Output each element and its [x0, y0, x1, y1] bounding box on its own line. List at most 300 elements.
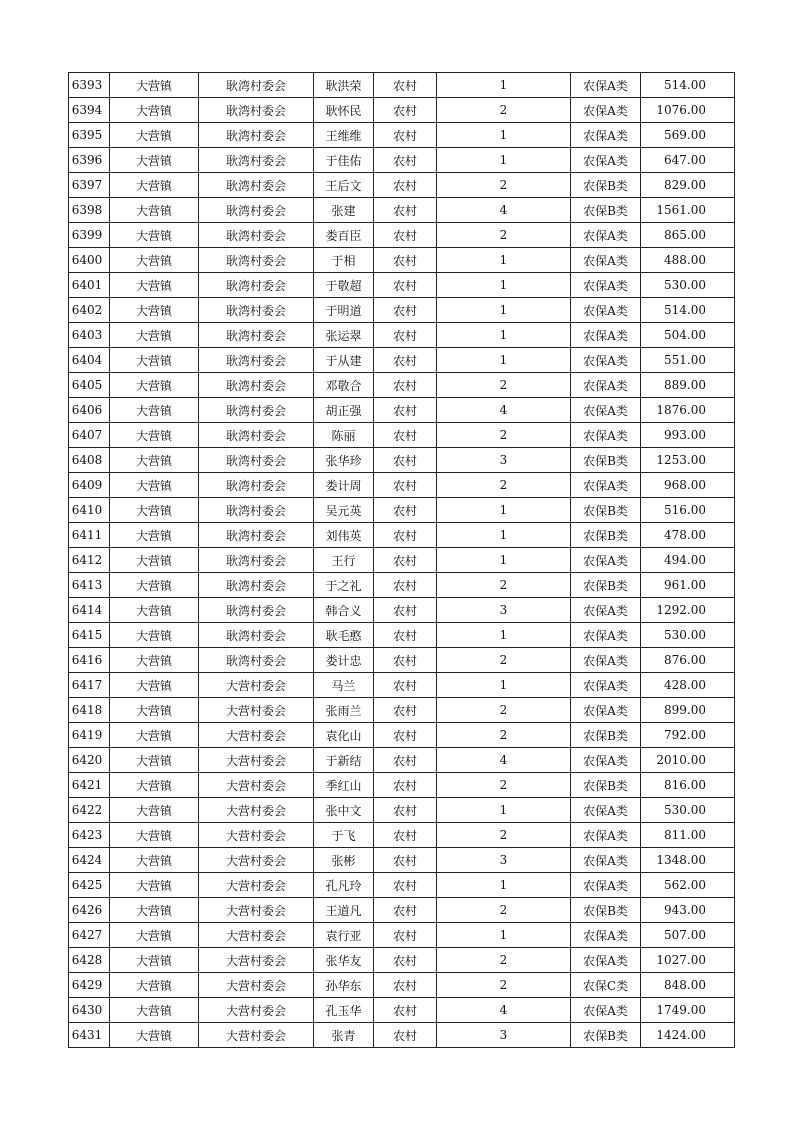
village-committee-cell: 耿湾村委会	[199, 448, 314, 473]
insurance-category-cell: 农保A类	[571, 248, 641, 273]
row-number-cell: 6407	[69, 423, 110, 448]
town-cell: 大营镇	[110, 698, 199, 723]
insurance-category-cell: 农保A类	[571, 798, 641, 823]
person-name-cell: 于之礼	[314, 573, 374, 598]
insurance-category-cell: 农保A类	[571, 98, 641, 123]
village-committee-cell: 耿湾村委会	[199, 223, 314, 248]
row-number-cell: 6416	[69, 648, 110, 673]
household-size-cell: 1	[437, 523, 571, 548]
village-committee-cell: 耿湾村委会	[199, 548, 314, 573]
person-name-cell: 于从建	[314, 348, 374, 373]
table-row	[69, 748, 735, 773]
town-cell: 大营镇	[110, 148, 199, 173]
person-name-cell: 于敬超	[314, 273, 374, 298]
person-name-cell: 于飞	[314, 823, 374, 848]
row-number-cell: 6429	[69, 973, 110, 998]
household-size-cell: 2	[437, 373, 571, 398]
table-row	[69, 198, 735, 223]
insurance-category-cell: 农保C类	[571, 973, 641, 998]
town-cell: 大营镇	[110, 598, 199, 623]
insurance-category-cell: 农保B类	[571, 773, 641, 798]
amount-cell: 514.00	[641, 298, 735, 323]
person-name-cell: 王后文	[314, 173, 374, 198]
town-cell: 大营镇	[110, 923, 199, 948]
row-number-cell: 6398	[69, 198, 110, 223]
row-number-cell: 6399	[69, 223, 110, 248]
row-number-cell: 6408	[69, 448, 110, 473]
town-cell: 大营镇	[110, 448, 199, 473]
insurance-category-cell: 农保A类	[571, 873, 641, 898]
insurance-category-cell: 农保B类	[571, 498, 641, 523]
village-committee-cell: 耿湾村委会	[199, 473, 314, 498]
person-name-cell: 张雨兰	[314, 698, 374, 723]
amount-cell: 1561.00	[641, 198, 735, 223]
household-type-cell: 农村	[374, 673, 437, 698]
town-cell: 大营镇	[110, 398, 199, 423]
insurance-category-cell: 农保A类	[571, 673, 641, 698]
village-committee-cell: 耿湾村委会	[199, 648, 314, 673]
row-number-cell: 6427	[69, 923, 110, 948]
row-number-cell: 6411	[69, 523, 110, 548]
household-size-cell: 1	[437, 123, 571, 148]
household-size-cell: 2	[437, 773, 571, 798]
row-number-cell: 6409	[69, 473, 110, 498]
row-number-cell: 6395	[69, 123, 110, 148]
household-size-cell: 1	[437, 798, 571, 823]
person-name-cell: 娄计周	[314, 473, 374, 498]
table-row	[69, 248, 735, 273]
person-name-cell: 于佳佑	[314, 148, 374, 173]
town-cell: 大营镇	[110, 973, 199, 998]
household-type-cell: 农村	[374, 898, 437, 923]
amount-cell: 1749.00	[641, 998, 735, 1023]
person-name-cell: 张华友	[314, 948, 374, 973]
amount-cell: 876.00	[641, 648, 735, 673]
village-committee-cell: 大营村委会	[199, 923, 314, 948]
person-name-cell: 韩合义	[314, 598, 374, 623]
household-type-cell: 农村	[374, 73, 437, 98]
town-cell: 大营镇	[110, 798, 199, 823]
household-type-cell: 农村	[374, 123, 437, 148]
household-size-cell: 2	[437, 898, 571, 923]
row-number-cell: 6420	[69, 748, 110, 773]
amount-cell: 1027.00	[641, 948, 735, 973]
person-name-cell: 于明道	[314, 298, 374, 323]
town-cell: 大营镇	[110, 373, 199, 398]
row-number-cell: 6413	[69, 573, 110, 598]
person-name-cell: 王行	[314, 548, 374, 573]
town-cell: 大营镇	[110, 1023, 199, 1048]
household-type-cell: 农村	[374, 398, 437, 423]
household-size-cell: 2	[437, 948, 571, 973]
table-row	[69, 598, 735, 623]
town-cell: 大营镇	[110, 323, 199, 348]
insurance-category-cell: 农保A类	[571, 923, 641, 948]
amount-cell: 562.00	[641, 873, 735, 898]
table-row	[69, 723, 735, 748]
village-committee-cell: 大营村委会	[199, 948, 314, 973]
table-row	[69, 873, 735, 898]
table-row	[69, 123, 735, 148]
household-size-cell: 3	[437, 1023, 571, 1048]
insurance-category-cell: 农保B类	[571, 898, 641, 923]
household-type-cell: 农村	[374, 923, 437, 948]
household-size-cell: 4	[437, 198, 571, 223]
household-type-cell: 农村	[374, 1023, 437, 1048]
amount-cell: 507.00	[641, 923, 735, 948]
household-type-cell: 农村	[374, 798, 437, 823]
row-number-cell: 6425	[69, 873, 110, 898]
town-cell: 大营镇	[110, 873, 199, 898]
village-committee-cell: 大营村委会	[199, 798, 314, 823]
table-row	[69, 273, 735, 298]
town-cell: 大营镇	[110, 498, 199, 523]
person-name-cell: 娄百臣	[314, 223, 374, 248]
village-committee-cell: 耿湾村委会	[199, 373, 314, 398]
household-size-cell: 1	[437, 498, 571, 523]
village-committee-cell: 耿湾村委会	[199, 123, 314, 148]
row-number-cell: 6426	[69, 898, 110, 923]
insurance-category-cell: 农保A类	[571, 73, 641, 98]
insurance-category-cell: 农保A类	[571, 123, 641, 148]
household-size-cell: 4	[437, 398, 571, 423]
insurance-category-cell: 农保B类	[571, 448, 641, 473]
table-row	[69, 448, 735, 473]
insurance-category-cell: 农保A类	[571, 548, 641, 573]
amount-cell: 899.00	[641, 698, 735, 723]
household-type-cell: 农村	[374, 148, 437, 173]
assistance-roster-table	[68, 72, 735, 1048]
table-row	[69, 223, 735, 248]
person-name-cell: 张彬	[314, 848, 374, 873]
amount-cell: 993.00	[641, 423, 735, 448]
person-name-cell: 孙华东	[314, 973, 374, 998]
town-cell: 大营镇	[110, 623, 199, 648]
household-size-cell: 3	[437, 448, 571, 473]
town-cell: 大营镇	[110, 548, 199, 573]
town-cell: 大营镇	[110, 948, 199, 973]
table-row	[69, 323, 735, 348]
table-row	[69, 298, 735, 323]
insurance-category-cell: 农保A类	[571, 948, 641, 973]
household-size-cell: 4	[437, 998, 571, 1023]
table-row	[69, 973, 735, 998]
household-type-cell: 农村	[374, 773, 437, 798]
table-row	[69, 173, 735, 198]
table-row	[69, 923, 735, 948]
household-size-cell: 1	[437, 923, 571, 948]
household-size-cell: 2	[437, 573, 571, 598]
row-number-cell: 6405	[69, 373, 110, 398]
person-name-cell: 季红山	[314, 773, 374, 798]
table-row	[69, 798, 735, 823]
household-type-cell: 农村	[374, 173, 437, 198]
town-cell: 大营镇	[110, 998, 199, 1023]
household-size-cell: 1	[437, 548, 571, 573]
table-row	[69, 573, 735, 598]
row-number-cell: 6431	[69, 1023, 110, 1048]
town-cell: 大营镇	[110, 273, 199, 298]
row-number-cell: 6402	[69, 298, 110, 323]
row-number-cell: 6414	[69, 598, 110, 623]
amount-cell: 811.00	[641, 823, 735, 848]
amount-cell: 848.00	[641, 973, 735, 998]
town-cell: 大营镇	[110, 723, 199, 748]
insurance-category-cell: 农保B类	[571, 198, 641, 223]
amount-cell: 829.00	[641, 173, 735, 198]
amount-cell: 504.00	[641, 323, 735, 348]
amount-cell: 1876.00	[641, 398, 735, 423]
household-type-cell: 农村	[374, 373, 437, 398]
person-name-cell: 袁行亚	[314, 923, 374, 948]
row-number-cell: 6418	[69, 698, 110, 723]
village-committee-cell: 大营村委会	[199, 723, 314, 748]
town-cell: 大营镇	[110, 248, 199, 273]
row-number-cell: 6394	[69, 98, 110, 123]
village-committee-cell: 耿湾村委会	[199, 498, 314, 523]
insurance-category-cell: 农保A类	[571, 323, 641, 348]
village-committee-cell: 耿湾村委会	[199, 98, 314, 123]
person-name-cell: 张青	[314, 1023, 374, 1048]
village-committee-cell: 耿湾村委会	[199, 398, 314, 423]
household-size-cell: 1	[437, 248, 571, 273]
row-number-cell: 6406	[69, 398, 110, 423]
amount-cell: 961.00	[641, 573, 735, 598]
town-cell: 大营镇	[110, 223, 199, 248]
amount-cell: 792.00	[641, 723, 735, 748]
person-name-cell: 马兰	[314, 673, 374, 698]
household-type-cell: 农村	[374, 598, 437, 623]
table-body	[69, 73, 735, 1048]
person-name-cell: 张华珍	[314, 448, 374, 473]
household-type-cell: 农村	[374, 698, 437, 723]
household-size-cell: 2	[437, 423, 571, 448]
town-cell: 大营镇	[110, 673, 199, 698]
person-name-cell: 耿洪荣	[314, 73, 374, 98]
person-name-cell: 张运翠	[314, 323, 374, 348]
insurance-category-cell: 农保A类	[571, 273, 641, 298]
household-type-cell: 农村	[374, 273, 437, 298]
insurance-category-cell: 农保B类	[571, 573, 641, 598]
town-cell: 大营镇	[110, 348, 199, 373]
person-name-cell: 胡正强	[314, 398, 374, 423]
table-row	[69, 348, 735, 373]
household-type-cell: 农村	[374, 648, 437, 673]
amount-cell: 889.00	[641, 373, 735, 398]
table-row	[69, 773, 735, 798]
household-type-cell: 农村	[374, 323, 437, 348]
row-number-cell: 6415	[69, 623, 110, 648]
household-type-cell: 农村	[374, 473, 437, 498]
amount-cell: 530.00	[641, 273, 735, 298]
person-name-cell: 孔玉华	[314, 998, 374, 1023]
insurance-category-cell: 农保A类	[571, 648, 641, 673]
table-row	[69, 98, 735, 123]
household-size-cell: 1	[437, 148, 571, 173]
person-name-cell: 娄计忠	[314, 648, 374, 673]
village-committee-cell: 耿湾村委会	[199, 198, 314, 223]
town-cell: 大营镇	[110, 73, 199, 98]
amount-cell: 488.00	[641, 248, 735, 273]
table-row	[69, 623, 735, 648]
table-row	[69, 698, 735, 723]
household-type-cell: 农村	[374, 423, 437, 448]
household-type-cell: 农村	[374, 98, 437, 123]
village-committee-cell: 耿湾村委会	[199, 323, 314, 348]
row-number-cell: 6419	[69, 723, 110, 748]
row-number-cell: 6412	[69, 548, 110, 573]
village-committee-cell: 大营村委会	[199, 1023, 314, 1048]
person-name-cell: 陈丽	[314, 423, 374, 448]
household-size-cell: 2	[437, 973, 571, 998]
town-cell: 大营镇	[110, 523, 199, 548]
person-name-cell: 王道凡	[314, 898, 374, 923]
household-type-cell: 农村	[374, 348, 437, 373]
town-cell: 大营镇	[110, 648, 199, 673]
person-name-cell: 孔凡玲	[314, 873, 374, 898]
village-committee-cell: 耿湾村委会	[199, 598, 314, 623]
table-row	[69, 423, 735, 448]
household-type-cell: 农村	[374, 948, 437, 973]
table-row	[69, 523, 735, 548]
household-type-cell: 农村	[374, 848, 437, 873]
insurance-category-cell: 农保A类	[571, 848, 641, 873]
household-size-cell: 1	[437, 323, 571, 348]
amount-cell: 516.00	[641, 498, 735, 523]
table-row	[69, 823, 735, 848]
person-name-cell: 张建	[314, 198, 374, 223]
household-type-cell: 农村	[374, 198, 437, 223]
village-committee-cell: 耿湾村委会	[199, 423, 314, 448]
household-type-cell: 农村	[374, 223, 437, 248]
household-type-cell: 农村	[374, 523, 437, 548]
village-committee-cell: 大营村委会	[199, 748, 314, 773]
household-size-cell: 1	[437, 273, 571, 298]
town-cell: 大营镇	[110, 748, 199, 773]
village-committee-cell: 耿湾村委会	[199, 173, 314, 198]
table-row	[69, 998, 735, 1023]
village-committee-cell: 大营村委会	[199, 973, 314, 998]
town-cell: 大营镇	[110, 898, 199, 923]
row-number-cell: 6396	[69, 148, 110, 173]
village-committee-cell: 耿湾村委会	[199, 273, 314, 298]
insurance-category-cell: 农保A类	[571, 748, 641, 773]
insurance-category-cell: 农保A类	[571, 398, 641, 423]
household-size-cell: 4	[437, 748, 571, 773]
person-name-cell: 袁化山	[314, 723, 374, 748]
insurance-category-cell: 农保A类	[571, 598, 641, 623]
amount-cell: 494.00	[641, 548, 735, 573]
household-type-cell: 农村	[374, 998, 437, 1023]
insurance-category-cell: 农保A类	[571, 423, 641, 448]
insurance-category-cell: 农保A类	[571, 473, 641, 498]
amount-cell: 943.00	[641, 898, 735, 923]
town-cell: 大营镇	[110, 173, 199, 198]
household-size-cell: 2	[437, 698, 571, 723]
household-size-cell: 2	[437, 473, 571, 498]
row-number-cell: 6422	[69, 798, 110, 823]
insurance-category-cell: 农保A类	[571, 823, 641, 848]
person-name-cell: 耿怀民	[314, 98, 374, 123]
insurance-category-cell: 农保B类	[571, 523, 641, 548]
amount-cell: 530.00	[641, 623, 735, 648]
village-committee-cell: 大营村委会	[199, 673, 314, 698]
village-committee-cell: 耿湾村委会	[199, 523, 314, 548]
household-size-cell: 2	[437, 173, 571, 198]
town-cell: 大营镇	[110, 123, 199, 148]
amount-cell: 865.00	[641, 223, 735, 248]
amount-cell: 1348.00	[641, 848, 735, 873]
table-row	[69, 948, 735, 973]
town-cell: 大营镇	[110, 848, 199, 873]
insurance-category-cell: 农保A类	[571, 698, 641, 723]
town-cell: 大营镇	[110, 823, 199, 848]
household-type-cell: 农村	[374, 248, 437, 273]
household-size-cell: 1	[437, 348, 571, 373]
insurance-category-cell: 农保A类	[571, 998, 641, 1023]
household-size-cell: 1	[437, 73, 571, 98]
row-number-cell: 6417	[69, 673, 110, 698]
table-row	[69, 148, 735, 173]
insurance-category-cell: 农保A类	[571, 298, 641, 323]
insurance-category-cell: 农保A类	[571, 148, 641, 173]
row-number-cell: 6404	[69, 348, 110, 373]
household-type-cell: 农村	[374, 548, 437, 573]
household-type-cell: 农村	[374, 748, 437, 773]
person-name-cell: 耿毛憨	[314, 623, 374, 648]
village-committee-cell: 耿湾村委会	[199, 348, 314, 373]
village-committee-cell: 耿湾村委会	[199, 298, 314, 323]
person-name-cell: 张中文	[314, 798, 374, 823]
row-number-cell: 6424	[69, 848, 110, 873]
household-type-cell: 农村	[374, 973, 437, 998]
person-name-cell: 于新结	[314, 748, 374, 773]
household-type-cell: 农村	[374, 298, 437, 323]
amount-cell: 551.00	[641, 348, 735, 373]
household-type-cell: 农村	[374, 448, 437, 473]
insurance-category-cell: 农保A类	[571, 223, 641, 248]
amount-cell: 478.00	[641, 523, 735, 548]
village-committee-cell: 耿湾村委会	[199, 73, 314, 98]
village-committee-cell: 大营村委会	[199, 848, 314, 873]
table-row	[69, 498, 735, 523]
table-row	[69, 473, 735, 498]
amount-cell: 1424.00	[641, 1023, 735, 1048]
household-size-cell: 1	[437, 298, 571, 323]
household-size-cell: 2	[437, 223, 571, 248]
amount-cell: 2010.00	[641, 748, 735, 773]
amount-cell: 530.00	[641, 798, 735, 823]
table-row	[69, 398, 735, 423]
person-name-cell: 刘伟英	[314, 523, 374, 548]
person-name-cell: 于相	[314, 248, 374, 273]
person-name-cell: 王维维	[314, 123, 374, 148]
row-number-cell: 6428	[69, 948, 110, 973]
household-size-cell: 1	[437, 673, 571, 698]
table-row	[69, 73, 735, 98]
insurance-category-cell: 农保A类	[571, 623, 641, 648]
insurance-category-cell: 农保B类	[571, 1023, 641, 1048]
household-size-cell: 1	[437, 623, 571, 648]
household-size-cell: 3	[437, 848, 571, 873]
amount-cell: 428.00	[641, 673, 735, 698]
town-cell: 大营镇	[110, 423, 199, 448]
household-size-cell: 2	[437, 823, 571, 848]
village-committee-cell: 大营村委会	[199, 823, 314, 848]
village-committee-cell: 大营村委会	[199, 773, 314, 798]
town-cell: 大营镇	[110, 773, 199, 798]
table-row	[69, 373, 735, 398]
